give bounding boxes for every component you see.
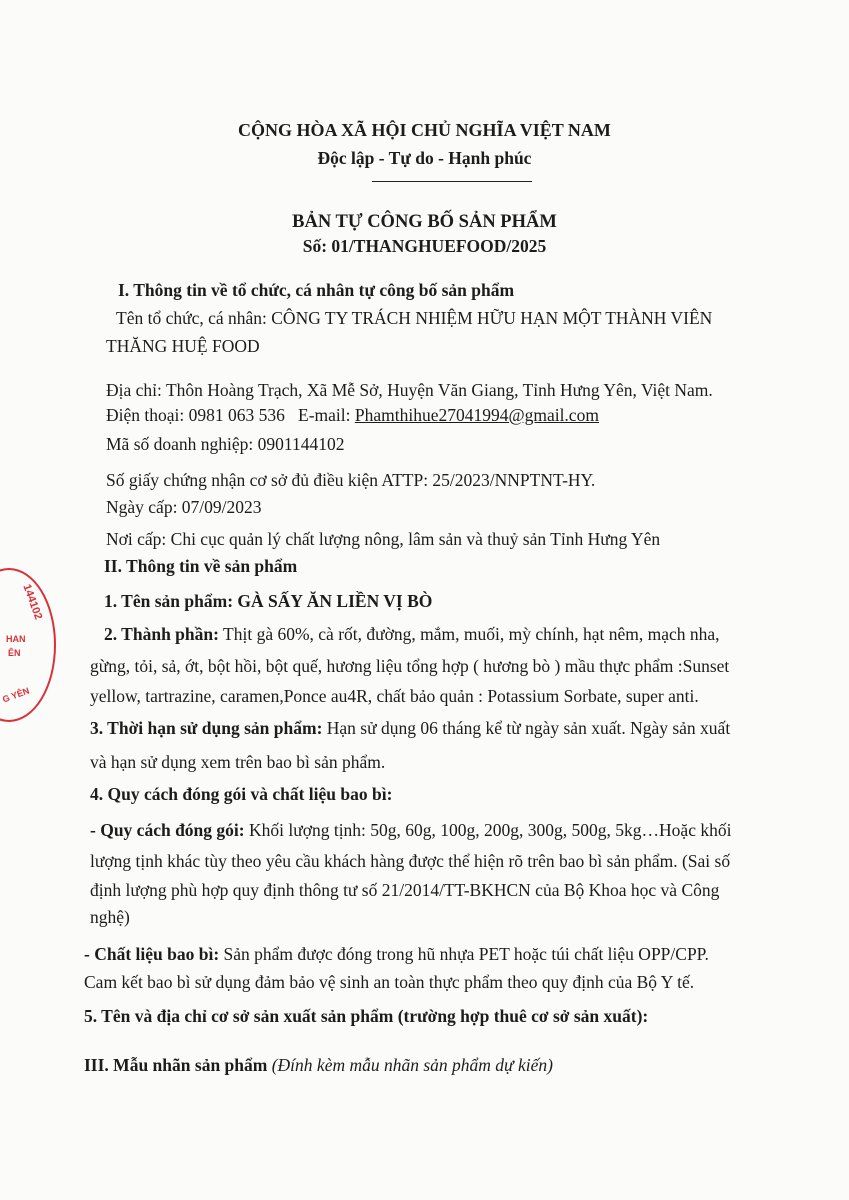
material-text-1: Sản phẩm được đóng trong hũ nhựa PET hoặc túi chất liệu OPP/CPP. [223, 944, 709, 964]
org-name-line1: Tên tổ chức, cá nhân: CÔNG TY TRÁCH NHIỆM HỮU HẠN MỘT THÀNH VIÊN [116, 308, 713, 328]
section1-heading: I. Thông tin về tổ chức, cá nhân tự công bố sản phẩm [118, 280, 515, 300]
label-sample-note: (Đính kèm mẫu nhãn sản phẩm dự kiến) [271, 1055, 553, 1075]
org-address: Địa chỉ: Thôn Hoàng Trạch, Xã Mễ Sở, Huyện Văn Giang, Tỉnh Hưng Yên, Việt Nam. [106, 380, 713, 400]
packaging-line2: lượng tịnh khác tùy theo yêu cầu khách hàng được thể hiện rõ trên bao bì sản phẩm. (Sai số [90, 851, 731, 871]
shelf-life-line1 [90, 718, 730, 739]
material-line1 [84, 944, 709, 965]
ingredients-line1 [104, 624, 720, 645]
packaging-label: - Quy cách đóng gói: [90, 820, 245, 840]
issue-place: Nơi cấp: Chi cục quản lý chất lượng nông, lâm sản và thuỷ sản Tỉnh Hưng Yên [106, 529, 661, 549]
shelf-life-line2: và hạn sử dụng xem trên bao bì sản phẩm. [90, 752, 386, 772]
material-line2: Cam kết bao bì sử dụng đảm bảo vệ sinh an toàn thực phẩm theo quy định của Bộ Y tế. [84, 972, 695, 992]
email-link[interactable]: Phamthihue27041994@gmail.com [354, 405, 599, 425]
national-motto: Độc lập - Tự do - Hạnh phúc [317, 148, 532, 168]
stamp-text-3: ÊN [8, 648, 21, 658]
product-name-value: GÀ SẤY ĂN LIỀN VỊ BÒ [237, 591, 433, 611]
org-name-line2: THĂNG HUỆ FOOD [106, 336, 260, 356]
cert-number: Số giấy chứng nhận cơ sở đủ điều kiện ATTP: 25/2023/NNPTNT-HY. [106, 470, 596, 490]
section2-heading: II. Thông tin về sản phẩm [104, 556, 298, 576]
packaging-line4: nghệ) [90, 907, 130, 927]
stamp-text-1: 144102 [20, 582, 45, 622]
section3-heading [84, 1055, 553, 1076]
ingredients-label: 2. Thành phần: [104, 624, 219, 644]
shelf-life-text-1: Hạn sử dụng 06 tháng kể từ ngày sản xuất. Ngày sản xuất [326, 718, 731, 738]
packaging-text-1: Khối lượng tịnh: 50g, 60g, 100g, 200g, 300g, 500g, 5kg…Hoặc khối [248, 820, 732, 840]
producer-heading: 5. Tên và địa chỉ cơ sở sản xuất sản phẩm (trường hợp thuê cơ sở sản xuất): [84, 1006, 649, 1026]
packaging-heading: 4. Quy cách đóng gói và chất liệu bao bì: [90, 784, 393, 804]
material-label: - Chất liệu bao bì: [84, 944, 220, 964]
stamp-text-2: HAN [6, 634, 26, 644]
national-title: CỘNG HÒA XÃ HỘI CHỦ NGHĨA VIỆT NAM [238, 120, 611, 140]
packaging-line3: định lượng phù hợp quy định thông tư số 21/2014/TT-BKHCN của Bộ Khoa học và Công [90, 880, 720, 900]
email-label: E-mail: [298, 405, 351, 425]
org-phone [106, 405, 599, 426]
shelf-life-label: 3. Thời hạn sử dụng sản phẩm: [90, 718, 323, 738]
product-name-label: 1. Tên sản phẩm: [104, 591, 234, 611]
ingredients-line2: gừng, tỏi, sả, ớt, bột hồi, bột quế, hương liệu tổng hợp ( hương bò ) mầu thực phẩm :Sunset [90, 656, 730, 676]
ingredients-line3: yellow, tartrazine, caramen,Ponce au4R, chất bảo quản : Potassium Sorbate, super anti. [90, 686, 699, 706]
issue-date: Ngày cấp: 07/09/2023 [106, 497, 262, 517]
product-name [104, 591, 432, 612]
motto-underline [372, 181, 532, 182]
document-title: BẢN TỰ CÔNG BỐ SẢN PHẨM [292, 212, 557, 232]
ingredients-text-1: Thịt gà 60%, cà rốt, đường, mắm, muối, mỳ chính, hạt nêm, mạch nha, [223, 624, 720, 644]
stamp-text-4: G YÊN [1, 685, 31, 705]
tax-code: Mã số doanh nghiệp: 0901144102 [106, 434, 345, 454]
label-sample-heading: III. Mẫu nhãn sản phẩm [84, 1055, 268, 1075]
phone-text: Điện thoại: 0981 063 536 [106, 405, 285, 425]
packaging-line1 [90, 820, 731, 841]
document-number: Số: 01/THANGHUEFOOD/2025 [302, 236, 547, 256]
